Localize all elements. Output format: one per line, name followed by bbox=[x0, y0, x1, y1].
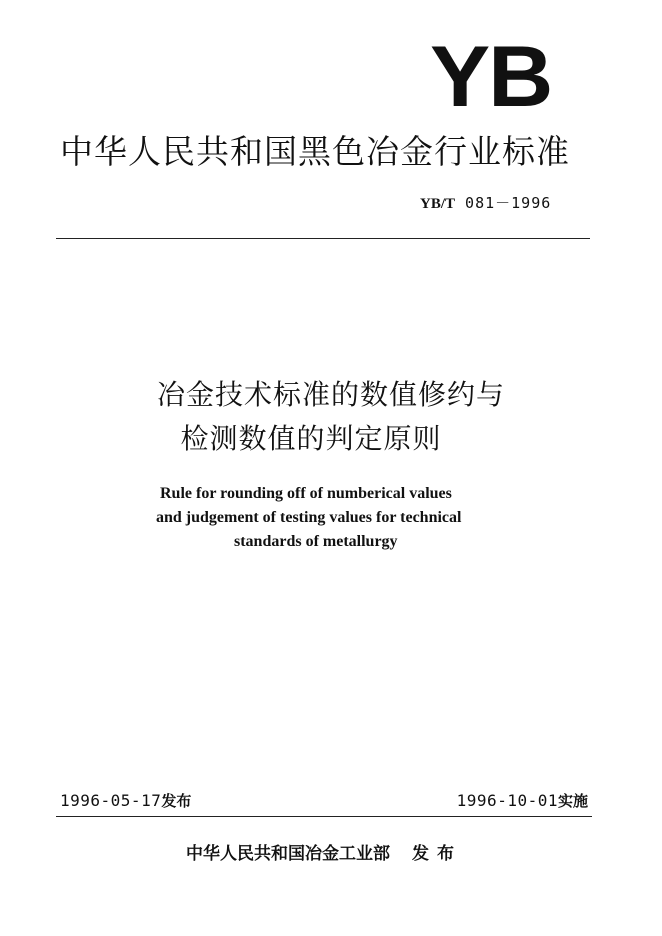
effective-date bbox=[457, 790, 588, 812]
standard-logo: YB bbox=[430, 29, 552, 125]
title-en-line2: and judgement of testing values for technical bbox=[156, 509, 462, 526]
standard-number bbox=[420, 192, 610, 215]
effective-date-value: 1996-10-01 bbox=[456, 791, 558, 810]
top-divider bbox=[56, 238, 590, 239]
issuer-name: 中华人民共和国冶金工业部 bbox=[186, 844, 390, 864]
title-cn-line2: 检测数值的判定原则 bbox=[180, 422, 442, 455]
title-en-line1: Rule for rounding off of numberical values bbox=[160, 485, 452, 502]
issue-date-label: 发布 bbox=[161, 792, 192, 810]
effective-date-label: 实施 bbox=[557, 792, 588, 810]
header-title: 中华人民共和国黑色冶金行业标准 bbox=[60, 132, 570, 171]
issuer-action: 发布 bbox=[412, 844, 462, 864]
issuer bbox=[186, 842, 462, 866]
title-cn-line1: 冶金技术标准的数值修约与 bbox=[156, 378, 505, 411]
bottom-divider bbox=[56, 816, 592, 817]
title-en-line3: standards of metallurgy bbox=[234, 533, 398, 550]
issue-date bbox=[60, 790, 191, 812]
standard-prefix: YB/T bbox=[420, 196, 456, 212]
issue-date-value: 1996-05-17 bbox=[60, 791, 162, 810]
standard-code: 081－1996 bbox=[455, 194, 552, 212]
